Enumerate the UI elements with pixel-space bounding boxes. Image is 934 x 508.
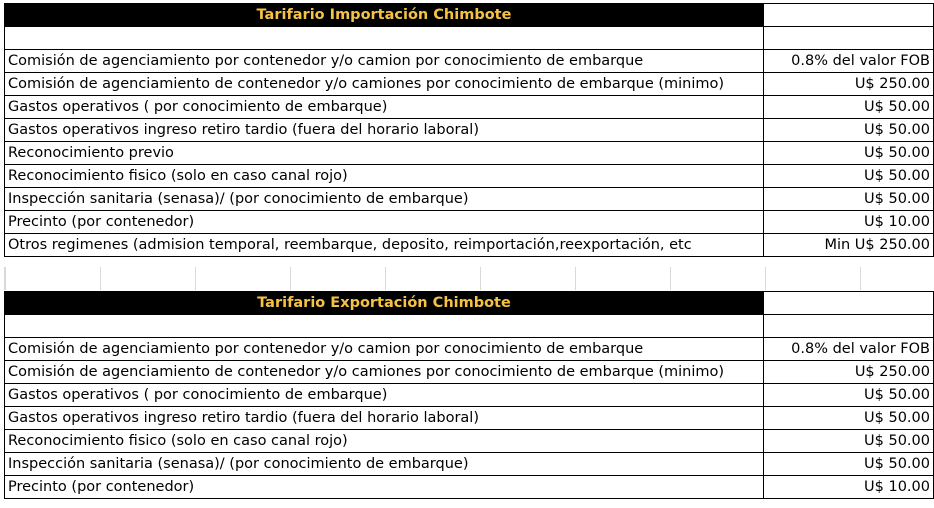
concepto-cell[interactable]: Reconocimiento fisico (solo en caso canal rojo) (5, 430, 764, 453)
table-row (5, 338, 934, 361)
table-row (5, 96, 934, 119)
empty-cell[interactable] (764, 292, 934, 315)
table-row (5, 119, 934, 142)
table-row (5, 407, 934, 430)
spacer-row[interactable] (4, 267, 934, 290)
table-row (5, 430, 934, 453)
table-row (5, 234, 934, 257)
valor-cell[interactable]: U$ 10.00 (764, 211, 934, 234)
table-row (5, 188, 934, 211)
concepto-cell[interactable]: Comisión de agenciamiento por contenedor y/o camion por conocimiento de embarque (5, 50, 764, 73)
table-row (5, 211, 934, 234)
table-row (5, 361, 934, 384)
concepto-cell[interactable]: Otros regimenes (admision temporal, reembarque, deposito, reimportación,reexportación, etc (5, 234, 764, 257)
empty-row (5, 315, 934, 338)
exportacion-title-row (5, 292, 934, 315)
table-row (5, 384, 934, 407)
importacion-title[interactable]: Tarifario Importación Chimbote (5, 4, 764, 27)
table-row (5, 50, 934, 73)
valor-cell[interactable]: 0.8% del valor FOB (764, 338, 934, 361)
valor-cell[interactable]: U$ 50.00 (764, 188, 934, 211)
table-row (5, 73, 934, 96)
concepto-cell[interactable]: Comisión de agenciamiento de contenedor y/o camiones por conocimiento de embarque (minimo) (5, 73, 764, 96)
empty-cell[interactable] (764, 27, 934, 50)
concepto-cell[interactable]: Gastos operativos ingreso retiro tardio (fuera del horario laboral) (5, 119, 764, 142)
concepto-cell[interactable]: Reconocimiento previo (5, 142, 764, 165)
concepto-cell[interactable]: Inspección sanitaria (senasa)/ (por conocimiento de embarque) (5, 188, 764, 211)
table-row (5, 165, 934, 188)
valor-cell[interactable]: U$ 50.00 (764, 453, 934, 476)
valor-cell[interactable]: U$ 50.00 (764, 165, 934, 188)
table-row (5, 453, 934, 476)
valor-cell[interactable]: U$ 250.00 (764, 361, 934, 384)
exportacion-title[interactable]: Tarifario Exportación Chimbote (5, 292, 764, 315)
empty-row (5, 27, 934, 50)
valor-cell[interactable]: U$ 250.00 (764, 73, 934, 96)
valor-cell[interactable]: U$ 50.00 (764, 96, 934, 119)
concepto-cell[interactable]: Gastos operativos ingreso retiro tardio (fuera del horario laboral) (5, 407, 764, 430)
valor-cell[interactable]: 0.8% del valor FOB (764, 50, 934, 73)
table-row (5, 476, 934, 499)
concepto-cell[interactable]: Precinto (por contenedor) (5, 211, 764, 234)
exportacion-table (4, 291, 934, 499)
valor-cell[interactable]: U$ 50.00 (764, 430, 934, 453)
concepto-cell[interactable]: Comisión de agenciamiento por contenedor y/o camion por conocimiento de embarque (5, 338, 764, 361)
concepto-cell[interactable]: Precinto (por contenedor) (5, 476, 764, 499)
valor-cell[interactable]: U$ 50.00 (764, 384, 934, 407)
empty-cell[interactable] (5, 27, 764, 50)
empty-cell[interactable] (5, 315, 764, 338)
importacion-table (4, 3, 934, 257)
valor-cell[interactable]: U$ 10.00 (764, 476, 934, 499)
concepto-cell[interactable]: Gastos operativos ( por conocimiento de embarque) (5, 96, 764, 119)
valor-cell[interactable]: U$ 50.00 (764, 119, 934, 142)
valor-cell[interactable]: U$ 50.00 (764, 407, 934, 430)
concepto-cell[interactable]: Inspección sanitaria (senasa)/ (por conocimiento de embarque) (5, 453, 764, 476)
valor-cell[interactable]: U$ 50.00 (764, 142, 934, 165)
importacion-title-row (5, 4, 934, 27)
concepto-cell[interactable]: Gastos operativos ( por conocimiento de embarque) (5, 384, 764, 407)
table-row (5, 142, 934, 165)
concepto-cell[interactable]: Comisión de agenciamiento de contenedor y/o camiones por conocimiento de embarque (minimo) (5, 361, 764, 384)
valor-cell[interactable]: Min U$ 250.00 (764, 234, 934, 257)
concepto-cell[interactable]: Reconocimiento fisico (solo en caso canal rojo) (5, 165, 764, 188)
empty-cell[interactable] (764, 4, 934, 27)
empty-cell[interactable] (764, 315, 934, 338)
